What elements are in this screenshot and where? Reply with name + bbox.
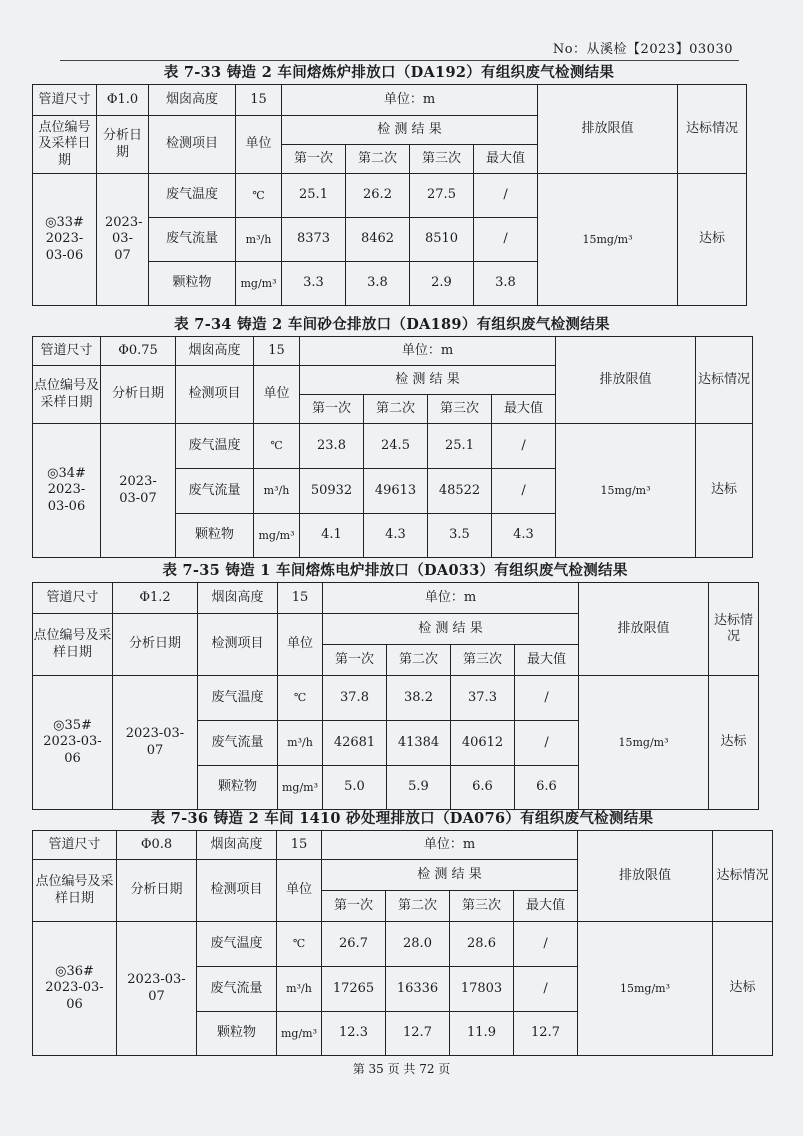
- table-row: [33, 922, 773, 967]
- max-header: 最大值: [514, 891, 578, 922]
- result-first: 25.1: [282, 174, 346, 218]
- stack-height-label: 烟囱高度: [198, 583, 278, 614]
- analysis-date-header: 分析日期: [97, 116, 149, 174]
- result-first: 37.8: [323, 676, 387, 721]
- sample-point-cell: [33, 424, 101, 558]
- sample-point-cell: [33, 922, 117, 1056]
- pipe-size-value: Φ1.2: [113, 583, 198, 614]
- result-max: 12.7: [514, 1012, 578, 1056]
- results-header: 检 测 结 果: [323, 614, 579, 645]
- limit-header: 排放限值: [579, 583, 709, 676]
- unit-cell: mg/m³: [278, 766, 323, 810]
- third-header: 第三次: [451, 645, 515, 676]
- result-table: [32, 84, 747, 306]
- analysis-date: 2023-03-07: [117, 922, 197, 1056]
- limit-header: 排放限值: [556, 337, 696, 424]
- result-second: 8462: [346, 218, 410, 262]
- sample-point: ◎33#: [45, 215, 84, 231]
- table-block: [32, 560, 758, 810]
- unit-cell: ℃: [277, 922, 322, 967]
- header-row: [33, 337, 753, 366]
- result-max: /: [514, 922, 578, 967]
- result-second: 5.9: [387, 766, 451, 810]
- result-third: 6.6: [451, 766, 515, 810]
- third-header: 第三次: [410, 145, 474, 174]
- compliance-status: 达标: [713, 922, 773, 1056]
- test-item: 废气流量: [176, 469, 254, 514]
- test-item: 颗粒物: [198, 766, 278, 810]
- sample-point-cell: [33, 174, 97, 306]
- stack-height-value: 15: [278, 583, 323, 614]
- stack-height-value: 15: [277, 831, 322, 860]
- analysis-date-header: 分析日期: [117, 860, 197, 922]
- sample-date: 2023-03-06: [47, 482, 86, 514]
- result-first: 4.1: [300, 514, 364, 558]
- result-max: /: [474, 218, 538, 262]
- result-second: 3.8: [346, 262, 410, 306]
- result-second: 38.2: [387, 676, 451, 721]
- result-max: /: [514, 967, 578, 1012]
- result-second: 41384: [387, 721, 451, 766]
- sample-point: ◎34#: [47, 466, 86, 482]
- page-footer: 第 35 页 共 72 页: [352, 1062, 451, 1076]
- pipe-size-value: Φ1.0: [97, 85, 149, 116]
- result-third: 27.5: [410, 174, 474, 218]
- compliance-status: 达标: [696, 424, 753, 558]
- result-third: 48522: [428, 469, 492, 514]
- pipe-size-value: Φ0.75: [101, 337, 176, 366]
- table-row: [33, 174, 747, 218]
- result-third: 11.9: [450, 1012, 514, 1056]
- stack-height-value: 15: [254, 337, 300, 366]
- result-max: /: [474, 174, 538, 218]
- table-row: [33, 424, 753, 469]
- test-item: 颗粒物: [176, 514, 254, 558]
- compliance-header: 达标情况: [696, 337, 753, 424]
- point-header: 点位编号及采样日期: [33, 116, 97, 174]
- compliance-header: 达标情况: [713, 831, 773, 922]
- unit-cell: m³/h: [236, 218, 282, 262]
- result-second: 16336: [386, 967, 450, 1012]
- unit-header: 单位: [236, 116, 282, 174]
- unit-header: 单位: [254, 366, 300, 424]
- header-row: [33, 583, 759, 614]
- header-rule: [60, 60, 739, 61]
- analysis-date: 2023-03-07: [97, 174, 149, 306]
- item-header: 检测项目: [176, 366, 254, 424]
- results-header: 检 测 结 果: [282, 116, 538, 145]
- unit-cell: mg/m³: [277, 1012, 322, 1056]
- first-header: 第一次: [322, 891, 386, 922]
- result-max: /: [515, 721, 579, 766]
- analysis-date-header: 分析日期: [101, 366, 176, 424]
- item-header: 检测项目: [197, 860, 277, 922]
- limit-header: 排放限值: [578, 831, 713, 922]
- point-header: 点位编号及采样日期: [33, 366, 101, 424]
- table-block: [32, 314, 752, 558]
- analysis-date: 2023-03-07: [101, 424, 176, 558]
- result-table: [32, 582, 759, 810]
- pipe-size-value: Φ0.8: [117, 831, 197, 860]
- result-first: 17265: [322, 967, 386, 1012]
- result-third: 28.6: [450, 922, 514, 967]
- result-second: 4.3: [364, 514, 428, 558]
- unit-cell: m³/h: [277, 967, 322, 1012]
- results-header: 检 测 结 果: [300, 366, 556, 395]
- result-first: 42681: [323, 721, 387, 766]
- result-second: 26.2: [346, 174, 410, 218]
- item-header: 检测项目: [149, 116, 236, 174]
- stack-height-label: 烟囱高度: [197, 831, 277, 860]
- result-second: 49613: [364, 469, 428, 514]
- test-item: 废气流量: [149, 218, 236, 262]
- point-header: 点位编号及采样日期: [33, 614, 113, 676]
- test-item: 废气流量: [197, 967, 277, 1012]
- result-second: 28.0: [386, 922, 450, 967]
- unit-cell: ℃: [254, 424, 300, 469]
- result-third: 2.9: [410, 262, 474, 306]
- table-block: [32, 62, 746, 306]
- sample-point: ◎36#: [55, 964, 94, 980]
- result-third: 37.3: [451, 676, 515, 721]
- table-title: 表 7-35 铸造 1 车间熔炼电炉排放口（DA033）有组织废气检测结果: [162, 562, 628, 579]
- height-unit-label: 单位：m: [322, 831, 578, 860]
- pipe-size-label: 管道尺寸: [33, 337, 101, 366]
- result-second: 12.7: [386, 1012, 450, 1056]
- result-second: 24.5: [364, 424, 428, 469]
- result-first: 12.3: [322, 1012, 386, 1056]
- result-first: 3.3: [282, 262, 346, 306]
- second-header: 第二次: [386, 891, 450, 922]
- table-title: 表 7-36 铸造 2 车间 1410 砂处理排放口（DA076）有组织废气检测结果: [150, 810, 654, 827]
- result-third: 8510: [410, 218, 474, 262]
- third-header: 第三次: [428, 395, 492, 424]
- result-table: [32, 830, 773, 1056]
- second-header: 第二次: [387, 645, 451, 676]
- sample-point: ◎35#: [53, 718, 92, 734]
- test-item: 废气流量: [198, 721, 278, 766]
- unit-cell: m³/h: [254, 469, 300, 514]
- pipe-size-label: 管道尺寸: [33, 85, 97, 116]
- first-header: 第一次: [300, 395, 364, 424]
- compliance-header: 达标情况: [678, 85, 747, 174]
- max-header: 最大值: [474, 145, 538, 174]
- table-title: 表 7-33 铸造 2 车间熔炼炉排放口（DA192）有组织废气检测结果: [163, 64, 615, 81]
- results-header: 检 测 结 果: [322, 860, 578, 891]
- third-header: 第三次: [450, 891, 514, 922]
- item-header: 检测项目: [198, 614, 278, 676]
- analysis-date-header: 分析日期: [113, 614, 198, 676]
- sample-date: 2023-03-06: [45, 231, 84, 263]
- first-header: 第一次: [323, 645, 387, 676]
- result-max: 3.8: [474, 262, 538, 306]
- test-item: 颗粒物: [197, 1012, 277, 1056]
- result-third: 17803: [450, 967, 514, 1012]
- test-item: 废气温度: [149, 174, 236, 218]
- compliance-status: 达标: [709, 676, 759, 810]
- result-third: 40612: [451, 721, 515, 766]
- unit-cell: m³/h: [278, 721, 323, 766]
- result-max: /: [492, 424, 556, 469]
- stack-height-label: 烟囱高度: [149, 85, 236, 116]
- analysis-date: 2023-03-07: [113, 676, 198, 810]
- unit-cell: ℃: [236, 174, 282, 218]
- unit-header: 单位: [277, 860, 322, 922]
- stack-height-label: 烟囱高度: [176, 337, 254, 366]
- result-max: 4.3: [492, 514, 556, 558]
- result-first: 50932: [300, 469, 364, 514]
- result-table: [32, 336, 753, 558]
- pipe-size-label: 管道尺寸: [33, 583, 113, 614]
- result-max: /: [515, 676, 579, 721]
- height-unit-label: 单位：m: [300, 337, 556, 366]
- unit-cell: mg/m³: [254, 514, 300, 558]
- second-header: 第二次: [364, 395, 428, 424]
- result-third: 3.5: [428, 514, 492, 558]
- sample-date: 2023-03-06: [43, 734, 102, 766]
- result-max: /: [492, 469, 556, 514]
- header-row: [33, 85, 747, 116]
- height-unit-label: 单位：m: [282, 85, 538, 116]
- sample-date: 2023-03-06: [45, 980, 104, 1012]
- result-first: 8373: [282, 218, 346, 262]
- unit-cell: ℃: [278, 676, 323, 721]
- stack-height-value: 15: [236, 85, 282, 116]
- second-header: 第二次: [346, 145, 410, 174]
- result-third: 25.1: [428, 424, 492, 469]
- limit-header: 排放限值: [538, 85, 678, 174]
- table-title: 表 7-34 铸造 2 车间砂仓排放口（DA189）有组织废气检测结果: [174, 316, 610, 333]
- test-item: 废气温度: [197, 922, 277, 967]
- result-first: 23.8: [300, 424, 364, 469]
- limit-value: 15mg/m³: [556, 424, 696, 558]
- test-item: 废气温度: [198, 676, 278, 721]
- height-unit-label: 单位：m: [323, 583, 579, 614]
- limit-value: 15mg/m³: [579, 676, 709, 810]
- unit-header: 单位: [278, 614, 323, 676]
- report-number: No：从溪检【2023】03030: [552, 42, 733, 57]
- compliance-header: 达标情况: [709, 583, 759, 676]
- max-header: 最大值: [492, 395, 556, 424]
- table-row: [33, 676, 759, 721]
- point-header: 点位编号及采样日期: [33, 860, 117, 922]
- table-block: [32, 808, 772, 1056]
- test-item: 颗粒物: [149, 262, 236, 306]
- limit-value: 15mg/m³: [578, 922, 713, 1056]
- max-header: 最大值: [515, 645, 579, 676]
- result-first: 5.0: [323, 766, 387, 810]
- test-item: 废气温度: [176, 424, 254, 469]
- result-max: 6.6: [515, 766, 579, 810]
- limit-value: 15mg/m³: [538, 174, 678, 306]
- compliance-status: 达标: [678, 174, 747, 306]
- pipe-size-label: 管道尺寸: [33, 831, 117, 860]
- header-row: [33, 831, 773, 860]
- sample-point-cell: [33, 676, 113, 810]
- first-header: 第一次: [282, 145, 346, 174]
- unit-cell: mg/m³: [236, 262, 282, 306]
- result-first: 26.7: [322, 922, 386, 967]
